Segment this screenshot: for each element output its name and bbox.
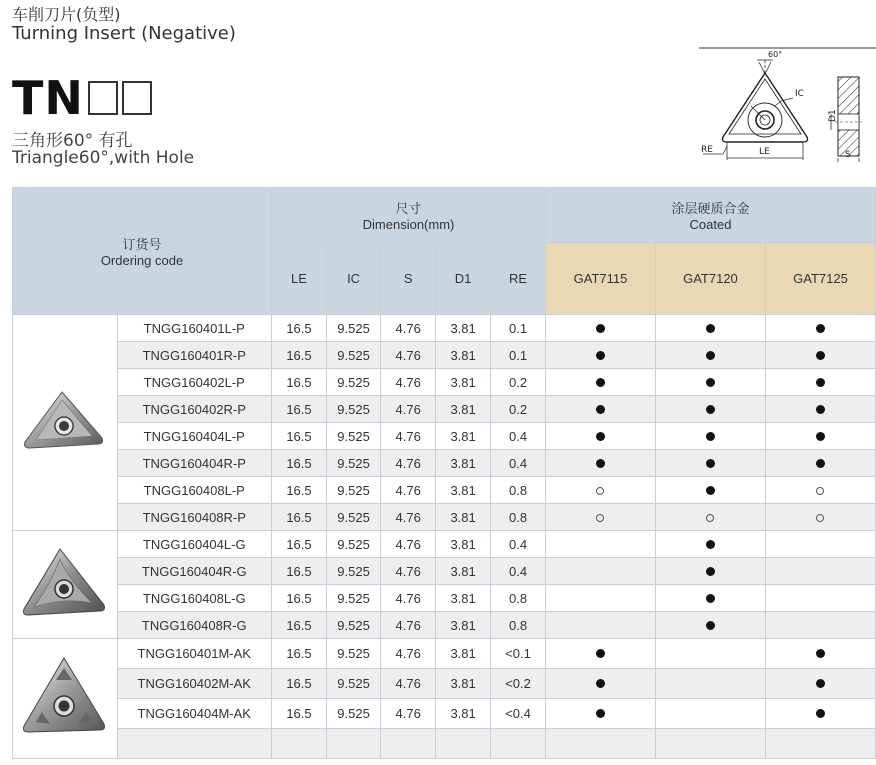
- shape-en: Triangle60°,with Hole: [12, 148, 195, 168]
- grade-header-gat7115: GAT7115: [546, 243, 656, 315]
- ic-cell: 9.525: [326, 423, 380, 450]
- s-cell: 4.76: [381, 699, 436, 729]
- ic-cell: 9.525: [326, 531, 380, 558]
- grade-availability-cell: [765, 369, 875, 396]
- diagram-re-label: RE: [701, 145, 713, 155]
- s-cell: 4.76: [381, 612, 436, 639]
- grade-availability-cell: [765, 342, 875, 369]
- optional-ring-icon: [596, 514, 604, 522]
- grade-availability-cell: [546, 342, 656, 369]
- grade-availability-cell: [655, 504, 765, 531]
- le-cell: 16.5: [272, 342, 327, 369]
- grade-availability-cell: [765, 396, 875, 423]
- re-cell: <0.2: [491, 669, 546, 699]
- table-row-empty: [13, 729, 876, 759]
- s-cell: 4.76: [381, 504, 436, 531]
- grade-availability-cell: [546, 699, 656, 729]
- table-row: [13, 504, 876, 531]
- ic-cell: 9.525: [326, 477, 380, 504]
- le-cell: 16.5: [272, 396, 327, 423]
- ordering-code-cell: TNGG160408L-P: [117, 477, 272, 504]
- grade-availability-cell: [546, 612, 656, 639]
- s-cell: 4.76: [381, 315, 436, 342]
- grade-availability-cell: [765, 585, 875, 612]
- table-row: [13, 585, 876, 612]
- available-dot-icon: [816, 351, 825, 360]
- ordering-code-cell: TNGG160408R-G: [117, 612, 272, 639]
- d1-cell: 3.81: [436, 669, 491, 699]
- grade-availability-cell: [546, 369, 656, 396]
- le-cell: 16.5: [272, 669, 327, 699]
- ic-cell: 9.525: [326, 315, 380, 342]
- grade-availability-cell: [546, 396, 656, 423]
- grade-availability-cell: [655, 558, 765, 585]
- diagram-s-label: S: [845, 150, 851, 160]
- grade-availability-cell: [546, 504, 656, 531]
- table-row: [13, 315, 876, 342]
- grade-availability-cell: [546, 585, 656, 612]
- re-cell: 0.8: [491, 612, 546, 639]
- ordering-code-cell: TNGG160402R-P: [117, 396, 272, 423]
- ic-cell: 9.525: [326, 612, 380, 639]
- grade-availability-cell: [655, 396, 765, 423]
- le-cell: 16.5: [272, 585, 327, 612]
- ordering-code-cell: TNGG160401M-AK: [117, 639, 272, 669]
- grade-availability-cell: [546, 450, 656, 477]
- s-cell: 4.76: [381, 639, 436, 669]
- optional-ring-icon: [596, 487, 604, 495]
- le-cell: 16.5: [272, 612, 327, 639]
- available-dot-icon: [816, 459, 825, 468]
- grade-availability-cell: [546, 531, 656, 558]
- s-cell: 4.76: [381, 369, 436, 396]
- grade-availability-cell: [765, 315, 875, 342]
- table-row: [13, 369, 876, 396]
- dimension-cn: 尺寸: [395, 201, 422, 216]
- table-row: [13, 699, 876, 729]
- ordering-code-cell: TNGG160404L-P: [117, 423, 272, 450]
- ordering-code-header: [13, 188, 272, 315]
- diagram-triangle: [723, 73, 808, 142]
- col-header-s: S: [381, 243, 436, 315]
- table-row: [13, 450, 876, 477]
- re-cell: 0.1: [491, 342, 546, 369]
- re-cell: 0.8: [491, 585, 546, 612]
- available-dot-icon: [596, 324, 605, 333]
- grade-header-gat7125: GAT7125: [765, 243, 875, 315]
- ordering-code-cell: TNGG160404M-AK: [117, 699, 272, 729]
- s-cell: 4.76: [381, 669, 436, 699]
- shape-cn: 三角形60° 有孔: [12, 131, 133, 151]
- dimension-header: [272, 188, 546, 243]
- re-cell: <0.1: [491, 639, 546, 669]
- le-cell: 16.5: [272, 639, 327, 669]
- available-dot-icon: [706, 594, 715, 603]
- available-dot-icon: [816, 378, 825, 387]
- table-row: [13, 423, 876, 450]
- le-cell: 16.5: [272, 531, 327, 558]
- code-prefix: TN: [12, 71, 84, 125]
- grade-availability-cell: [655, 315, 765, 342]
- d1-cell: 3.81: [436, 504, 491, 531]
- ic-cell: 9.525: [326, 585, 380, 612]
- re-cell: 0.4: [491, 558, 546, 585]
- ordering-code-cell: TNGG160401R-P: [117, 342, 272, 369]
- ic-cell: 9.525: [326, 639, 380, 669]
- ordering-code-cell: TNGG160402M-AK: [117, 669, 272, 699]
- grade-availability-cell: [546, 315, 656, 342]
- le-cell: 16.5: [272, 369, 327, 396]
- available-dot-icon: [706, 486, 715, 495]
- table-row: [13, 612, 876, 639]
- grade-availability-cell: [655, 585, 765, 612]
- code-box: [88, 81, 118, 115]
- available-dot-icon: [596, 432, 605, 441]
- grade-availability-cell: [655, 639, 765, 669]
- d1-cell: 3.81: [436, 558, 491, 585]
- grade-availability-cell: [546, 639, 656, 669]
- le-cell: 16.5: [272, 477, 327, 504]
- table-row: [13, 639, 876, 669]
- grade-availability-cell: [655, 612, 765, 639]
- insert-dimension-diagram: [695, 46, 876, 166]
- available-dot-icon: [706, 621, 715, 630]
- empty-cell: [272, 729, 327, 759]
- grade-availability-cell: [655, 342, 765, 369]
- empty-cell: [326, 729, 380, 759]
- ic-cell: 9.525: [326, 504, 380, 531]
- col-header-le: LE: [272, 243, 327, 315]
- optional-ring-icon: [816, 514, 824, 522]
- s-cell: 4.76: [381, 558, 436, 585]
- d1-cell: 3.81: [436, 423, 491, 450]
- table-row: [13, 342, 876, 369]
- available-dot-icon: [596, 649, 605, 658]
- empty-cell: [491, 729, 546, 759]
- optional-ring-icon: [816, 487, 824, 495]
- available-dot-icon: [596, 351, 605, 360]
- turning-insert-image-ak: [13, 639, 118, 759]
- d1-cell: 3.81: [436, 450, 491, 477]
- ordering-code-cell: TNGG160408L-G: [117, 585, 272, 612]
- d1-cell: 3.81: [436, 612, 491, 639]
- available-dot-icon: [596, 679, 605, 688]
- re-cell: 0.2: [491, 396, 546, 423]
- diagram-ic-label: IC: [795, 89, 804, 99]
- available-dot-icon: [706, 405, 715, 414]
- diagram-le-label: LE: [759, 147, 770, 157]
- d1-cell: 3.81: [436, 342, 491, 369]
- grade-header-gat7120: GAT7120: [655, 243, 765, 315]
- grade-availability-cell: [655, 699, 765, 729]
- insert-spec-table: [12, 187, 876, 759]
- product-code: [12, 71, 152, 125]
- le-cell: 16.5: [272, 423, 327, 450]
- d1-cell: 3.81: [436, 315, 491, 342]
- table-row: [13, 558, 876, 585]
- ordering-code-cell: TNGG160404R-P: [117, 450, 272, 477]
- available-dot-icon: [816, 649, 825, 658]
- table-row: [13, 669, 876, 699]
- turning-insert-image-g: [13, 531, 118, 639]
- col-header-d1: D1: [436, 243, 491, 315]
- table-body: [13, 315, 876, 759]
- grade-availability-cell: [765, 699, 875, 729]
- grade-availability-cell: [765, 639, 875, 669]
- re-cell: 0.4: [491, 531, 546, 558]
- ic-cell: 9.525: [326, 342, 380, 369]
- d1-cell: 3.81: [436, 477, 491, 504]
- ordering-code-en: Ordering code: [100, 253, 184, 268]
- ic-cell: 9.525: [326, 396, 380, 423]
- d1-cell: 3.81: [436, 531, 491, 558]
- grade-availability-cell: [765, 669, 875, 699]
- re-cell: <0.4: [491, 699, 546, 729]
- grade-availability-cell: [765, 558, 875, 585]
- col-header-ic: IC: [326, 243, 380, 315]
- d1-cell: 3.81: [436, 585, 491, 612]
- available-dot-icon: [706, 378, 715, 387]
- grade-availability-cell: [546, 558, 656, 585]
- diagram-angle-label: 60°: [768, 50, 783, 59]
- grade-availability-cell: [655, 531, 765, 558]
- grade-availability-cell: [546, 477, 656, 504]
- ordering-code-cell: TNGG160402L-P: [117, 369, 272, 396]
- ic-cell: 9.525: [326, 669, 380, 699]
- d1-cell: 3.81: [436, 639, 491, 669]
- available-dot-icon: [596, 405, 605, 414]
- grade-availability-cell: [655, 423, 765, 450]
- grade-availability-cell: [765, 477, 875, 504]
- re-cell: 0.1: [491, 315, 546, 342]
- table-row: [13, 531, 876, 558]
- diagram-d1-label: D1: [828, 109, 838, 122]
- ic-cell: 9.525: [326, 450, 380, 477]
- ordering-code-cell: TNGG160404L-G: [117, 531, 272, 558]
- re-cell: 0.8: [491, 504, 546, 531]
- le-cell: 16.5: [272, 450, 327, 477]
- s-cell: 4.76: [381, 585, 436, 612]
- table-row: [13, 477, 876, 504]
- empty-cell: [546, 729, 656, 759]
- s-cell: 4.76: [381, 450, 436, 477]
- d1-cell: 3.81: [436, 699, 491, 729]
- available-dot-icon: [596, 709, 605, 718]
- empty-cell: [765, 729, 875, 759]
- ordering-code-cn: 订货号: [122, 237, 162, 252]
- le-cell: 16.5: [272, 315, 327, 342]
- table-row: [13, 396, 876, 423]
- ic-cell: 9.525: [326, 699, 380, 729]
- grade-availability-cell: [655, 450, 765, 477]
- re-cell: 0.8: [491, 477, 546, 504]
- optional-ring-icon: [706, 514, 714, 522]
- dimension-en: Dimension(mm): [362, 217, 455, 232]
- grade-availability-cell: [765, 423, 875, 450]
- d1-cell: 3.81: [436, 369, 491, 396]
- re-cell: 0.4: [491, 450, 546, 477]
- s-cell: 4.76: [381, 396, 436, 423]
- title-en: Turning Insert (Negative): [12, 23, 236, 44]
- le-cell: 16.5: [272, 504, 327, 531]
- available-dot-icon: [816, 324, 825, 333]
- ordering-code-cell: TNGG160401L-P: [117, 315, 272, 342]
- available-dot-icon: [816, 709, 825, 718]
- grade-availability-cell: [655, 369, 765, 396]
- available-dot-icon: [596, 459, 605, 468]
- ic-cell: 9.525: [326, 369, 380, 396]
- coated-cn: 涂层硬质合金: [671, 201, 750, 216]
- s-cell: 4.76: [381, 531, 436, 558]
- ordering-code-cell: TNGG160404R-G: [117, 558, 272, 585]
- available-dot-icon: [816, 405, 825, 414]
- grade-availability-cell: [765, 450, 875, 477]
- s-cell: 4.76: [381, 423, 436, 450]
- grade-availability-cell: [765, 531, 875, 558]
- title-cn: 车削刀片(负型): [12, 5, 121, 24]
- grade-availability-cell: [655, 477, 765, 504]
- available-dot-icon: [596, 378, 605, 387]
- available-dot-icon: [706, 432, 715, 441]
- empty-cell: [117, 729, 272, 759]
- re-cell: 0.4: [491, 423, 546, 450]
- empty-cell: [655, 729, 765, 759]
- empty-cell: [381, 729, 436, 759]
- grade-availability-cell: [765, 612, 875, 639]
- available-dot-icon: [706, 540, 715, 549]
- empty-cell: [436, 729, 491, 759]
- grade-availability-cell: [655, 669, 765, 699]
- coated-en: Coated: [689, 217, 732, 232]
- turning-insert-image-p: [13, 315, 118, 531]
- available-dot-icon: [706, 459, 715, 468]
- d1-cell: 3.81: [436, 396, 491, 423]
- s-cell: 4.76: [381, 342, 436, 369]
- col-header-re: RE: [491, 243, 546, 315]
- le-cell: 16.5: [272, 699, 327, 729]
- grade-availability-cell: [546, 423, 656, 450]
- available-dot-icon: [706, 567, 715, 576]
- ordering-code-cell: TNGG160408R-P: [117, 504, 272, 531]
- ic-cell: 9.525: [326, 558, 380, 585]
- available-dot-icon: [706, 351, 715, 360]
- code-box: [122, 81, 152, 115]
- available-dot-icon: [816, 679, 825, 688]
- s-cell: 4.76: [381, 477, 436, 504]
- grade-availability-cell: [546, 669, 656, 699]
- coated-header: [546, 188, 876, 243]
- available-dot-icon: [706, 324, 715, 333]
- le-cell: 16.5: [272, 558, 327, 585]
- re-cell: 0.2: [491, 369, 546, 396]
- grade-availability-cell: [765, 504, 875, 531]
- available-dot-icon: [816, 432, 825, 441]
